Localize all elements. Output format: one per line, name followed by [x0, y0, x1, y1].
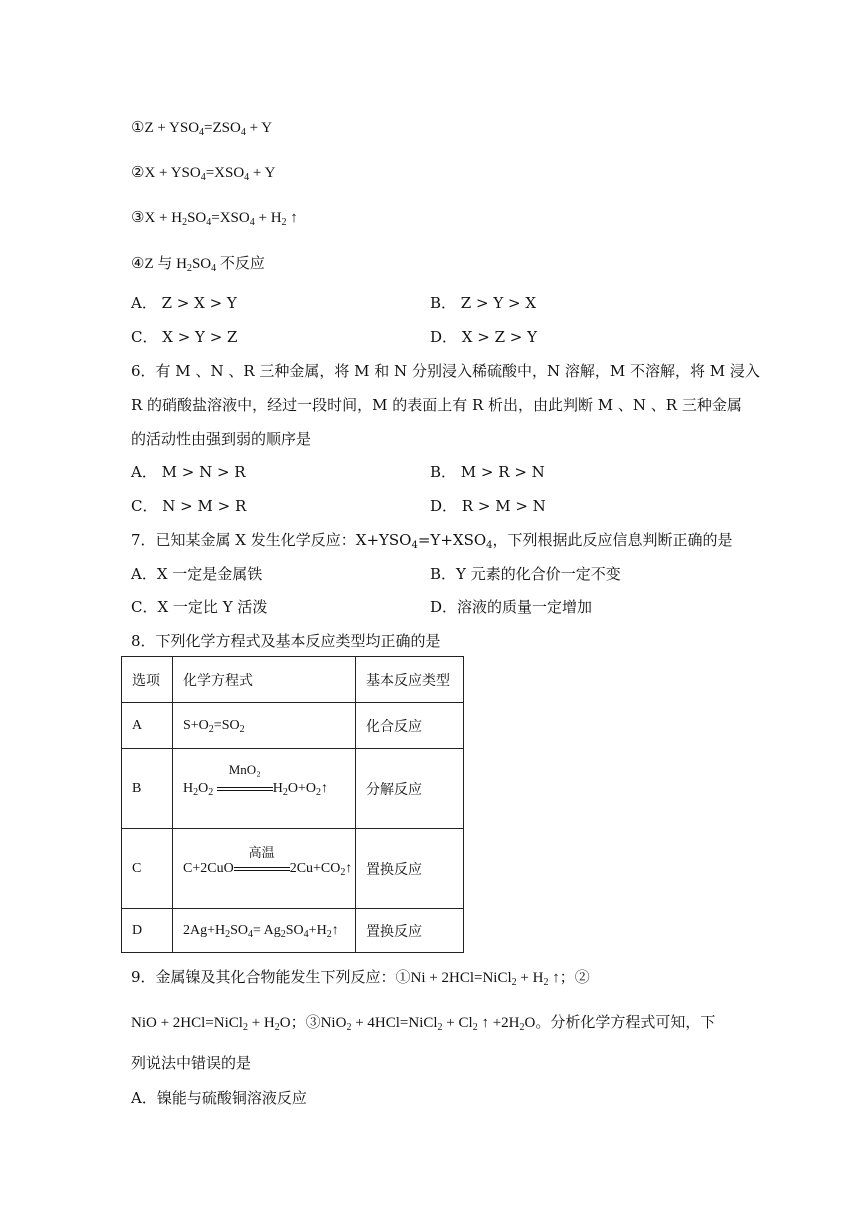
table-row-c — [122, 829, 464, 909]
q6-stem-line3: 的活动性由强到弱的顺序是 — [131, 430, 312, 448]
q7-option-c[interactable]: C．X 一定比 Y 活泼 — [131, 598, 268, 616]
reaction-3: ③X + $H_2SO_4=XSO_4 + H_2$ ↑ — [131, 210, 298, 228]
row-c-equation: C+2CuO 高温 $2Cu+CO_2↑$ — [173, 829, 356, 909]
q5-option-d[interactable]: D． X > Z > Y — [430, 328, 538, 346]
q7-option-b[interactable]: B．Y 元素的化合价一定不变 — [430, 565, 621, 583]
reaction-4: ④Z 与 $H_2SO_4$ 不反应 — [131, 256, 265, 274]
q5-option-b[interactable]: B． Z > Y > X — [430, 294, 537, 312]
q5-option-c[interactable]: C． X > Y > Z — [131, 328, 238, 346]
reaction-1: ①Z + $YSO_4=ZSO_4 + Y$ — [131, 120, 273, 138]
catalyst-arrow: MnO₂ — [217, 780, 273, 798]
q6-stem-line2: R 的硝酸盐溶液中，经过一段时间，M 的表面上有 R 析出，由此判断 M 、N 、R 三种金属 — [131, 396, 742, 414]
row-d-equation: $2Ag+H_2SO_4=$ $Ag_2SO_4+H_2↑$ — [173, 909, 356, 953]
q9-stem-line1: 9．金属镍及其化合物能发生下列反应：①Ni + 2HCl=NiCl$_2$ + $H_2$ ↑；② — [131, 968, 590, 988]
row-b-equation: $H_2O_2$ MnO₂ $H_2O+O_2↑$ — [173, 749, 356, 829]
header-option: 选项 — [122, 657, 173, 703]
row-a-type: 化合反应 — [356, 703, 464, 749]
q7-stem: 7．已知某金属 X 发生化学反应：$X+YSO_4=Y+XSO_4$，下列根据此反应信息判断正确的是 — [131, 531, 733, 551]
row-c-option: C — [122, 829, 173, 909]
reaction-2: ②X + $YSO_4=XSO_4 + Y$ — [131, 165, 276, 183]
table-row-d — [122, 909, 464, 953]
row-b-type: 分解反应 — [356, 749, 464, 829]
q7-option-a[interactable]: A．X 一定是金属铁 — [131, 565, 263, 583]
row-d-option: D — [122, 909, 173, 953]
q9-stem-line2: NiO + 2HCl=NiCl$_2$ + $H_2O$；③NiO$_2$ + 4HCl=NiCl$_2$ + $Cl_2$ ↑ $+2H_2O$。分析化学方程式可知，下 — [131, 1013, 716, 1033]
q9-option-a[interactable]: A．镍能与硫酸铜溶液反应 — [131, 1089, 307, 1107]
q8-stem: 8．下列化学方程式及基本反应类型均正确的是 — [131, 632, 441, 650]
table-header-row — [122, 657, 464, 703]
table-row-b — [122, 749, 464, 829]
header-type: 基本反应类型 — [356, 657, 464, 703]
condition-arrow: 高温 — [234, 860, 290, 878]
q6-option-a[interactable]: A． M > N > R — [131, 463, 246, 481]
row-a-option: A — [122, 703, 173, 749]
q8-table — [121, 656, 464, 953]
q6-stem-line1: 6．有 M 、N 、R 三种金属，将 M 和 N 分别浸入稀硫酸中，N 溶解，M 不溶解，将 M 浸入 — [131, 362, 760, 380]
q6-option-c[interactable]: C． N > M > R — [131, 497, 247, 515]
header-equation: 化学方程式 — [173, 657, 356, 703]
q6-option-b[interactable]: B． M > R > N — [430, 463, 545, 481]
q5-option-a[interactable]: A． Z > X > Y — [131, 294, 237, 312]
row-b-option: B — [122, 749, 173, 829]
table-row-a — [122, 703, 464, 749]
row-c-type: 置换反应 — [356, 829, 464, 909]
row-a-equation: $S+O_2=SO_2$ — [173, 703, 356, 749]
q6-option-d[interactable]: D． R > M > N — [430, 497, 546, 515]
q9-stem-line3: 列说法中错误的是 — [131, 1054, 252, 1072]
q7-option-d[interactable]: D．溶液的质量一定增加 — [430, 598, 593, 616]
row-d-type: 置换反应 — [356, 909, 464, 953]
